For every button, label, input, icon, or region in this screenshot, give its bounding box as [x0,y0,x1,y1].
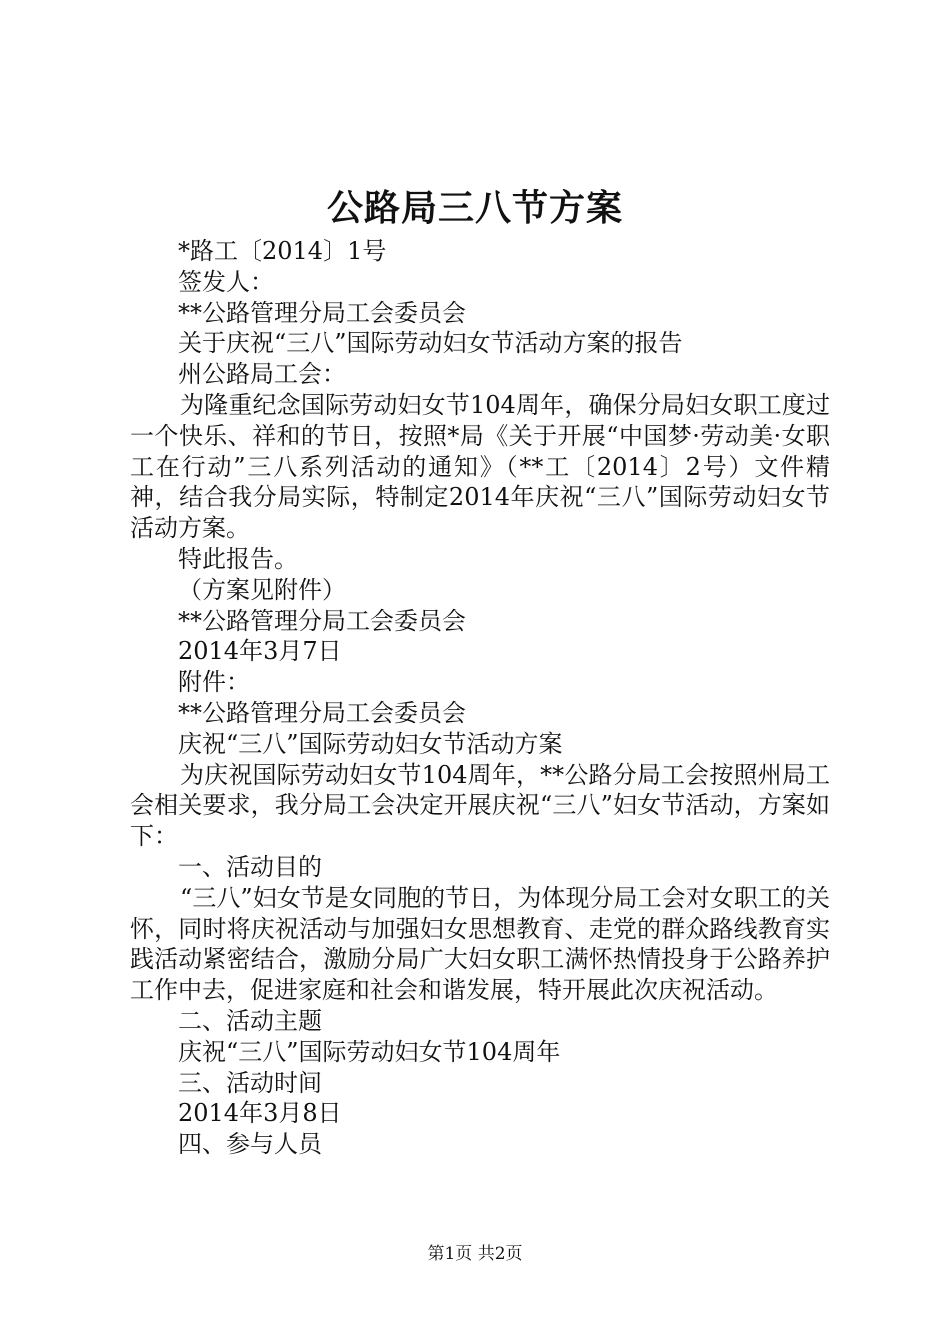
document-body [130,236,830,1160]
section-heading-time: 三、活动时间 [178,1068,322,1097]
plan-title: 庆祝“三八”国际劳动妇女节活动方案 [178,729,563,758]
report-closing: 特此报告。 [178,544,298,573]
attachment-label: 附件： [178,668,250,697]
section-heading-theme: 二、活动主题 [178,1006,322,1035]
report-subject: 关于庆祝“三八”国际劳动妇女节活动方案的报告 [178,329,683,358]
signature-organization: **公路管理分局工会委员会 [178,606,466,635]
theme-text: 庆祝“三八”国际劳动妇女节104周年 [178,1037,561,1066]
signer-line: 签发人： [178,267,274,296]
document-title: 公路局三八节方案 [326,187,623,229]
time-text: 2014年3月8日 [178,1099,342,1128]
issuing-organization: **公路管理分局工会委员会 [178,298,466,327]
page-footer: 第1页 共2页 [427,1244,523,1264]
recipient-line: 州公路局工会： [178,360,346,389]
attachment-note: （方案见附件） [178,575,346,604]
report-body-paragraph: 为隆重纪念国际劳动妇女节104周年，确保分局妇女职工度过一个快乐、祥和的节日，按照*局《关于开展“中国梦·劳动美·女职工在行动”三八系列活动的通知》（**工〔2014〕2号）文件精神，结合我分局实际，特制定2014年庆祝“三八”国际劳动妇女节活动方案。 [130,390,830,543]
section-heading-purpose: 一、活动目的 [178,852,322,881]
document-number: *路工〔2014〕1号 [178,237,387,265]
attachment-organization: **公路管理分局工会委员会 [178,698,466,727]
purpose-paragraph: “三八”妇女节是女同胞的节日，为体现分局工会对女职工的关怀，同时将庆祝活动与加强妇女思想教育、走党的群众路线教育实践活动紧密结合，激励分局广大妇女职工满怀热情投身于公路养护工作中去，促进家庭和社会和谐发展，特开展此次庆祝活动。 [130,883,830,1005]
plan-intro-paragraph: 为庆祝国际劳动妇女节104周年，**公路分局工会按照州局工会相关要求，我分局工会决定开展庆祝“三八”妇女节活动，方案如下： [130,760,830,851]
signature-date: 2014年3月7日 [178,637,342,666]
section-heading-participants: 四、参与人员 [178,1130,322,1159]
